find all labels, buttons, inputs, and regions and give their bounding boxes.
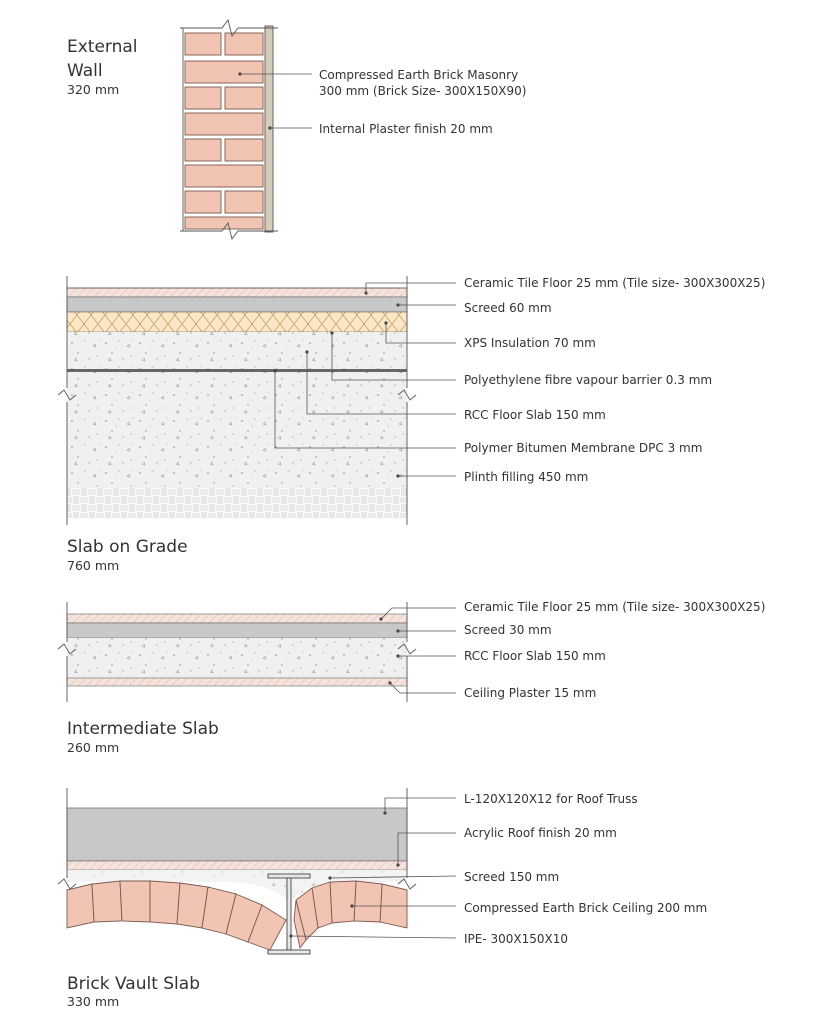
slab-grade-label-tile: Ceramic Tile Floor 25 mm (Tile size- 300X300X25) <box>464 276 766 290</box>
external-wall-section <box>67 20 526 239</box>
intermediate-label-screed: Screed 30 mm <box>464 623 552 637</box>
brick-vault-slab-title: Brick Vault Slab <box>67 974 200 994</box>
slab-on-grade-title: Slab on Grade <box>67 537 188 557</box>
brick-masonry-wall <box>180 20 278 239</box>
intermediate-slab-title: Intermediate Slab <box>67 719 219 739</box>
external-wall-title-line2: Wall <box>67 61 103 81</box>
intermediate-label-tile: Ceramic Tile Floor 25 mm (Tile size- 300X300X25) <box>464 600 766 614</box>
slab-grade-label-screed: Screed 60 mm <box>464 301 552 315</box>
vault-label-ipe: IPE- 300X150X10 <box>464 932 569 946</box>
external-wall-label-brick-size: 300 mm (Brick Size- 300X150X90) <box>319 84 527 98</box>
slab-grade-label-xps: XPS Insulation 70 mm <box>464 336 596 350</box>
external-wall-label-plaster: Internal Plaster finish 20 mm <box>319 122 493 136</box>
vault-label-brick-ceiling: Compressed Earth Brick Ceiling 200 mm <box>464 901 708 915</box>
intermediate-slab-thickness: 260 mm <box>67 740 120 755</box>
vault-label-acrylic: Acrylic Roof finish 20 mm <box>464 826 617 840</box>
brick-vault-slab-thickness: 330 mm <box>67 994 120 1009</box>
slab-on-grade-thickness: 760 mm <box>67 558 120 573</box>
vault-bricks-right <box>294 881 407 948</box>
slab-grade-label-plinth: Plinth filling 450 mm <box>464 470 589 484</box>
intermediate-label-plaster: Ceiling Plaster 15 mm <box>464 686 597 700</box>
vault-label-screed: Screed 150 mm <box>464 870 560 884</box>
external-wall-label-brick: Compressed Earth Brick Masonry <box>319 68 519 82</box>
intermediate-label-rcc: RCC Floor Slab 150 mm <box>464 649 606 663</box>
vault-label-angle: L-120X120X12 for Roof Truss <box>464 792 638 806</box>
external-wall-thickness: 320 mm <box>67 82 120 97</box>
vault-bricks-left <box>67 881 286 950</box>
slab-grade-label-vapour-barrier: Polyethylene fibre vapour barrier 0.3 mm <box>464 373 713 387</box>
slab-grade-label-rcc: RCC Floor Slab 150 mm <box>464 408 606 422</box>
slab-on-grade-layers <box>58 276 416 525</box>
slab-grade-label-dpc: Polymer Bitumen Membrane DPC 3 mm <box>464 441 703 455</box>
brick-vault-slab-section <box>58 788 707 1009</box>
slab-on-grade-section <box>58 276 765 573</box>
brick-vault-layers <box>58 788 416 954</box>
intermediate-slab-section <box>58 600 765 755</box>
intermediate-slab-layers <box>58 602 416 702</box>
external-wall-title-line1: External <box>67 37 138 57</box>
